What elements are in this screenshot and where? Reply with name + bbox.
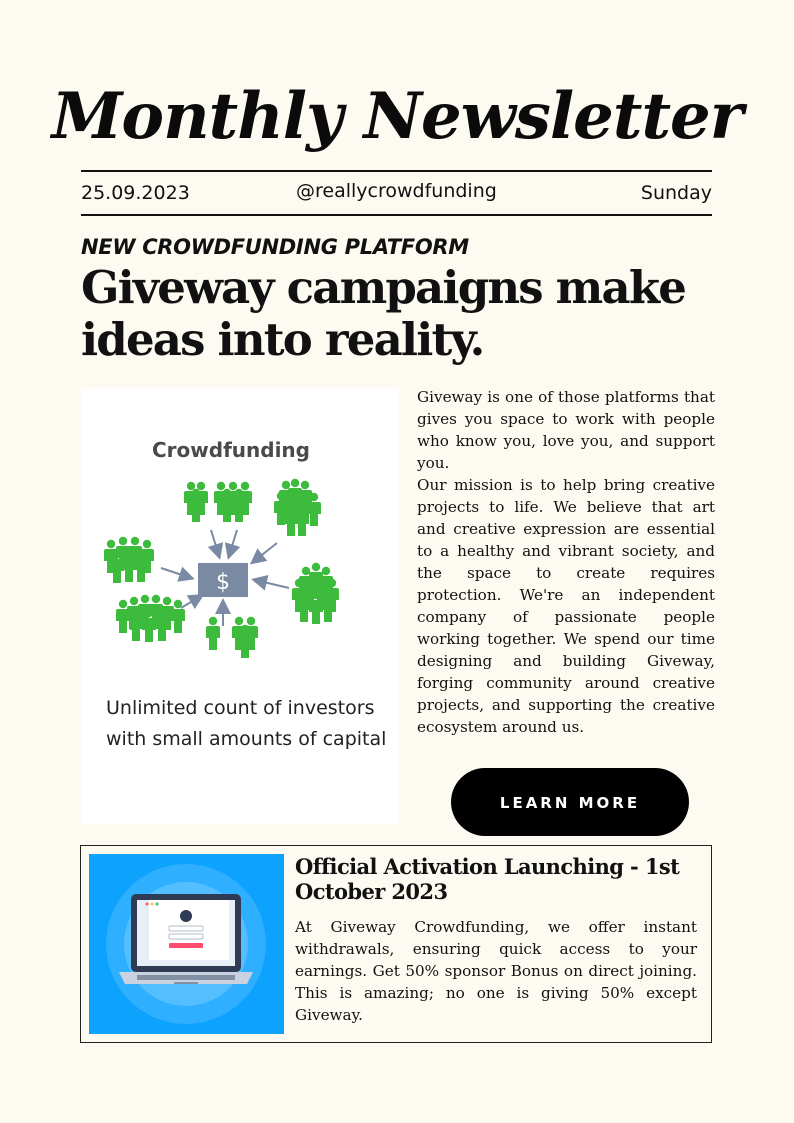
article-kicker: NEW CROWDFUNDING PLATFORM — [81, 235, 469, 259]
dollar-icon: $ — [216, 570, 230, 595]
issue-date: 25.09.2023 — [81, 182, 190, 204]
article-headline: Giveway campaigns make ideas into reality. — [81, 261, 686, 366]
crowdfunding-diagram-icon — [81, 468, 399, 688]
article-paragraph: Giveway is one of those platforms that gives you space to work with people who know you, love you, and support you. — [417, 388, 715, 472]
announcement-box — [80, 845, 712, 1043]
article-paragraph: Our mission is to help bring creative projects to life. We believe that art and creative expression are essential to a healthy and vibrant society, and the space to create requires protection. We're an independent company of passionate people working together. We spend our time designing and building Giveway, forging community around creative projects, and supporting the creative ecosystem around us. — [417, 476, 715, 736]
learn-more-button[interactable]: LEARN MORE — [451, 768, 689, 836]
illustration-caption: Unlimited count of investors with small amounts of capital — [106, 697, 387, 750]
masthead-title: Monthly Newsletter — [51, 79, 743, 154]
announcement-title: Official Activation Launching - 1st October 2023 — [295, 854, 680, 904]
bottom-rule — [81, 214, 712, 216]
social-handle[interactable]: @reallycrowdfunding — [296, 180, 497, 202]
top-rule — [81, 170, 712, 172]
laptop-signin-icon — [89, 854, 284, 1034]
illustration-title: Crowdfunding — [152, 438, 310, 462]
dateline — [81, 180, 712, 208]
article-body — [417, 386, 715, 738]
announcement-text: At Giveway Crowdfunding, we offer instant withdrawals, ensuring quick access to your earnings. Get 50% sponsor Bonus on direct joining. This is amazing; no one is giving 50% except Giveway. — [295, 918, 697, 1024]
issue-day: Sunday — [640, 182, 712, 204]
crowdfunding-illustration — [81, 388, 399, 824]
